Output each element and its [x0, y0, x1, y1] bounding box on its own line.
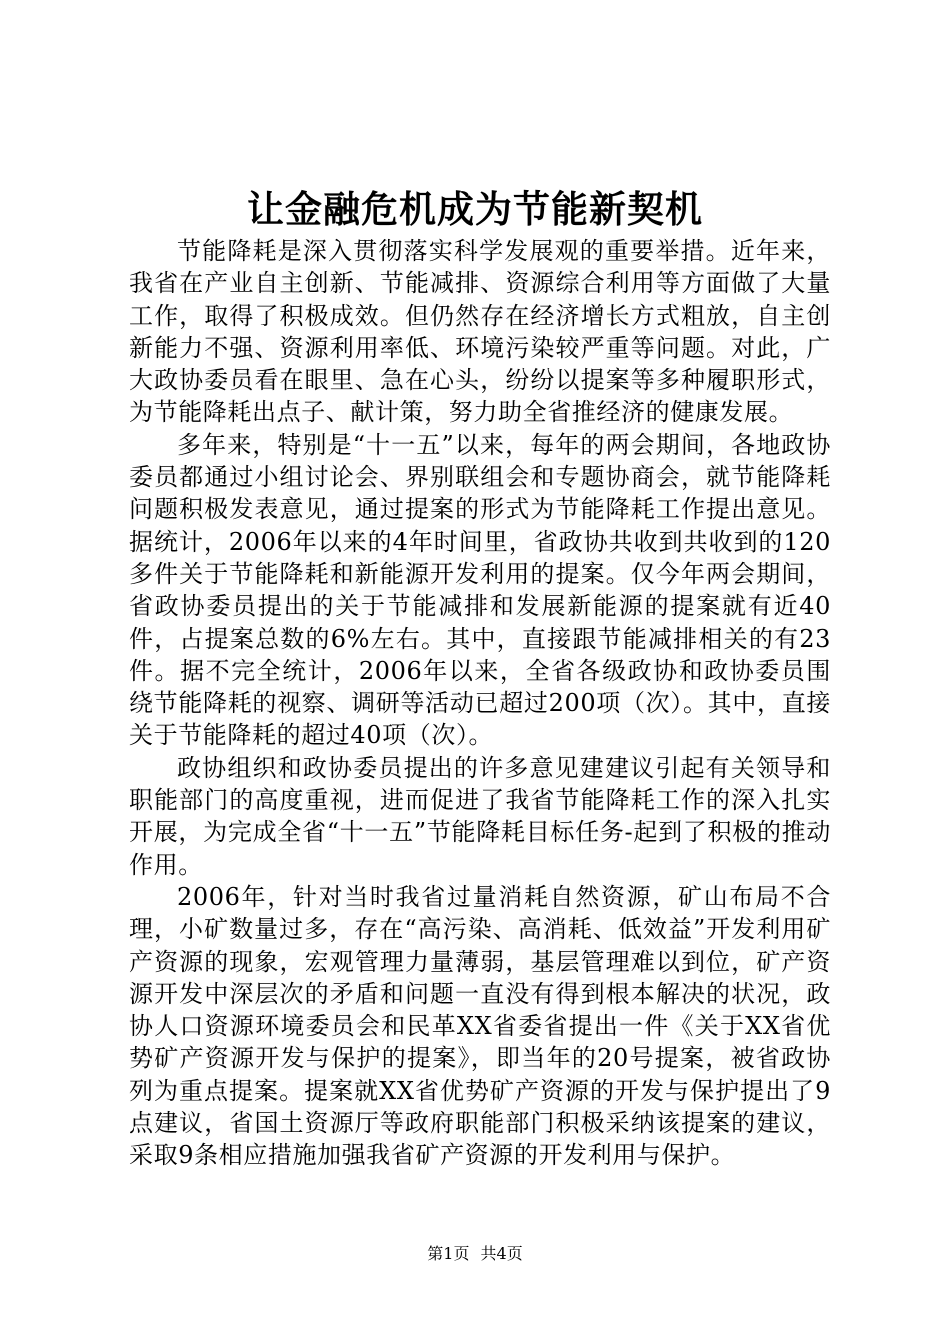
document-title: 让金融危机成为节能新契机	[247, 187, 703, 231]
page-total: 共4页	[480, 1244, 523, 1263]
paragraph: 政协组织和政协委员提出的许多意见建建议引起有关领导和职能部门的高度重视，进而促进了我省节能降耗工作的深入扎实开展，为完成全省“十一五”节能降耗目标任务-起到了积极的推动作用。	[129, 753, 831, 879]
paragraph: 节能降耗是深入贯彻落实科学发展观的重要举措。近年来，我省在产业自主创新、节能减排、资源综合利用等方面做了大量工作，取得了积极成效。但仍然存在经济增长方式粗放，自主创新能力不强、资源利用率低、环境污染较严重等问题。对此，广大政协委员看在眼里、急在心头，纷纷以提案等多种履职形式，为节能降耗出点子、献计策，努力助全省推经济的健康发展。	[129, 237, 831, 427]
paragraph: 2006年，针对当时我省过量消耗自然资源，矿山布局不合理，小矿数量过多，存在“高污染、高消耗、低效益”开发利用矿产资源的现象，宏观管理力量薄弱，基层管理难以到位，矿产资源开发中深层次的矛盾和问题一直没有得到根本解决的状况，政协人口资源环境委员会和民革XX省委省提出一件《关于XX省优势矿产资源开发与保护的提案》，即当年的20号提案，被省政协列为重点提案。提案就XX省优势矿产资源的开发与保护提出了9点建议，省国土资源厅等政府职能部门积极采纳该提案的建议，采取9条相应措施加强我省矿产资源的开发利用与保护。	[129, 882, 831, 1170]
page-footer	[0, 1243, 950, 1265]
document-body	[129, 235, 831, 1172]
page-number: 第1页	[427, 1244, 470, 1263]
paragraph: 多年来，特别是“十一五”以来，每年的两会期间，各地政协委员都通过小组讨论会、界别联组会和专题协商会，就节能降耗问题积极发表意见，通过提案的形式为节能降耗工作提出意见。据统计，2006年以来的4年时间里，省政协共收到共收到的120多件关于节能降耗和新能源开发利用的提案。仅今年两会期间，省政协委员提出的关于节能减排和发展新能源的提案就有近40件，占提案总数的6%左右。其中，直接跟节能减排相关的有23件。据不完全统计，2006年以来，全省各级政协和政协委员围绕节能降耗的视察、调研等活动已超过200项（次）。其中，直接关于节能降耗的超过40项（次）。	[129, 430, 831, 750]
